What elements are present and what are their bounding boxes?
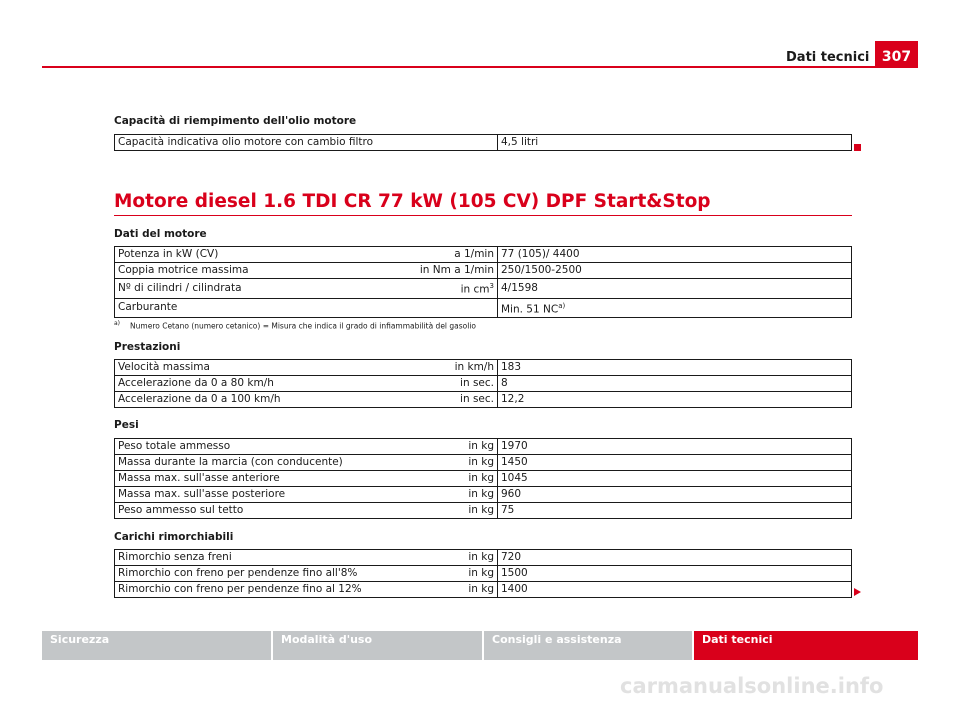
row-unit: a 1/min xyxy=(401,247,498,263)
row-value: 4/1598 xyxy=(498,279,852,299)
nav-tab-consigli-assistenza[interactable]: Consigli e assistenza xyxy=(484,631,692,660)
nav-tab-dati-tecnici[interactable]: Dati tecnici xyxy=(694,631,918,660)
row-unit: in kg xyxy=(401,455,498,471)
row-name: Rimorchio senza freni xyxy=(115,550,402,566)
table-row xyxy=(115,439,852,455)
oil-table xyxy=(114,134,852,151)
footnote-mark: a) xyxy=(114,320,121,327)
row-unit: in kg xyxy=(401,439,498,455)
footnote-ref: a) xyxy=(558,301,566,310)
row-name: Peso ammesso sul tetto xyxy=(115,503,402,519)
row-unit: in kg xyxy=(401,566,498,582)
row-name: Nº di cilindri / cilindrata xyxy=(115,279,402,299)
row-name: Peso totale ammesso xyxy=(115,439,402,455)
performance-table xyxy=(114,359,852,408)
row-unit: in km/h xyxy=(401,360,498,376)
row-unit: in kg xyxy=(401,471,498,487)
row-unit xyxy=(401,298,498,318)
unit-superscript: 3 xyxy=(489,282,494,290)
engine-data-label: Dati del motore xyxy=(114,228,207,240)
section-end-icon xyxy=(854,144,861,151)
row-name: Potenza in kW (CV) xyxy=(115,247,402,263)
row-unit: in kg xyxy=(401,487,498,503)
table-row xyxy=(115,471,852,487)
table-row xyxy=(115,279,852,299)
table-row xyxy=(115,392,852,408)
table-row xyxy=(115,550,852,566)
row-unit-cell xyxy=(401,279,498,299)
table-row xyxy=(115,360,852,376)
row-name: Carburante xyxy=(115,298,402,318)
row-value: 1045 xyxy=(498,471,852,487)
row-unit: in sec. xyxy=(401,376,498,392)
watermark: carmanualsonline.info xyxy=(620,674,884,698)
engine-table xyxy=(114,246,852,318)
row-unit: in kg xyxy=(401,550,498,566)
row-name: Massa max. sull'asse anteriore xyxy=(115,471,402,487)
nav-tab-modalita-uso[interactable]: Modalità d'uso xyxy=(273,631,482,660)
table-row xyxy=(115,455,852,471)
row-unit: in sec. xyxy=(401,392,498,408)
nav-tab-sicurezza[interactable]: Sicurezza xyxy=(42,631,271,660)
row-unit: in kg xyxy=(401,582,498,598)
table-row xyxy=(115,487,852,503)
row-value: 75 xyxy=(498,503,852,519)
row-value: 183 xyxy=(498,360,852,376)
row-value: Min. 51 NC xyxy=(501,303,559,315)
table-row xyxy=(115,376,852,392)
row-name: Rimorchio con freno per pendenze fino al 12% xyxy=(115,582,402,598)
row-name: Rimorchio con freno per pendenze fino all'8% xyxy=(115,566,402,582)
row-value: 1450 xyxy=(498,455,852,471)
row-value: 8 xyxy=(498,376,852,392)
row-unit: in Nm a 1/min xyxy=(401,263,498,279)
oil-name: Capacità indicativa olio motore con cambio filtro xyxy=(115,135,498,151)
row-name: Massa durante la marcia (con conducente) xyxy=(115,455,402,471)
footnote-text: Numero Cetano (numero cetanico) = Misura che indica il grado di infiammabilità del gasolio xyxy=(130,321,477,331)
row-value: 77 (105)/ 4400 xyxy=(498,247,852,263)
row-name: Velocità massima xyxy=(115,360,402,376)
row-name: Coppia motrice massima xyxy=(115,263,402,279)
row-value: 12,2 xyxy=(498,392,852,408)
header-rule xyxy=(42,66,875,68)
trailer-table xyxy=(114,549,852,598)
row-value: 720 xyxy=(498,550,852,566)
row-value: 1400 xyxy=(498,582,852,598)
page-number: 307 xyxy=(875,41,918,68)
row-unit: in cm xyxy=(460,283,490,296)
row-name: Accelerazione da 0 a 80 km/h xyxy=(115,376,402,392)
table-row xyxy=(115,503,852,519)
row-value: 250/1500-2500 xyxy=(498,263,852,279)
weights-table xyxy=(114,438,852,519)
table-row xyxy=(115,298,852,318)
table-row xyxy=(115,135,852,151)
trailer-label: Carichi rimorchiabili xyxy=(114,531,234,543)
row-name: Accelerazione da 0 a 100 km/h xyxy=(115,392,402,408)
weights-label: Pesi xyxy=(114,419,139,431)
oil-label: Capacità di riempimento dell'olio motore xyxy=(114,115,357,127)
performance-label: Prestazioni xyxy=(114,341,181,353)
section-title: Dati tecnici xyxy=(786,50,870,65)
footnote xyxy=(114,320,476,331)
oil-value: 4,5 litri xyxy=(498,135,852,151)
row-value: 1500 xyxy=(498,566,852,582)
engine-title: Motore diesel 1.6 TDI CR 77 kW (105 CV) DPF Start&Stop xyxy=(114,191,711,212)
heading-rule xyxy=(114,215,852,216)
continue-arrow-icon xyxy=(854,588,861,596)
row-unit: in kg xyxy=(401,503,498,519)
table-row xyxy=(115,263,852,279)
row-name: Massa max. sull'asse posteriore xyxy=(115,487,402,503)
row-value: 960 xyxy=(498,487,852,503)
row-value-cell xyxy=(498,298,852,318)
table-row xyxy=(115,566,852,582)
table-row xyxy=(115,247,852,263)
row-value: 1970 xyxy=(498,439,852,455)
table-row xyxy=(115,582,852,598)
